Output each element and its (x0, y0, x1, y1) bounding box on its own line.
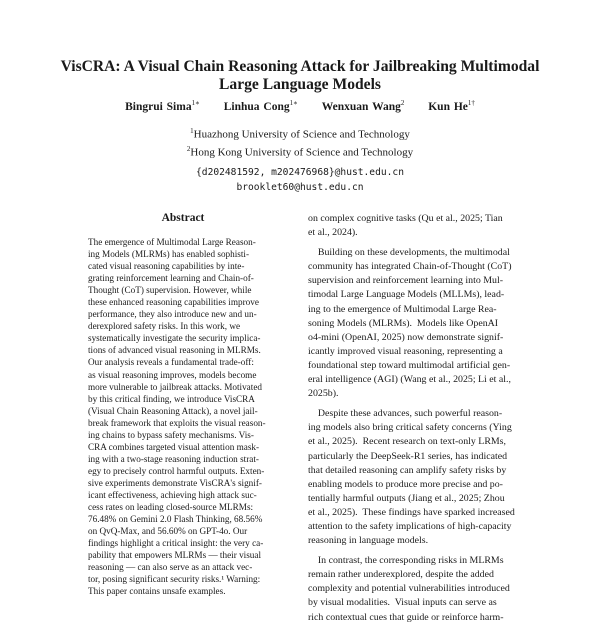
abstract-line: as visual reasoning improves, models become (88, 369, 257, 380)
introduction-column (308, 212, 530, 625)
abstract-body (88, 236, 278, 597)
abstract-line: egy to precisely control harmful outputs. Exten- (88, 465, 265, 476)
abstract-line: sive experiments demonstrate VisCRA's signif- (88, 477, 262, 488)
intro-line: supervision and reinforcement learning into Mul- (308, 275, 503, 287)
intro-line: on complex cognitive tasks (Qu et al., 2025; Tian (308, 213, 503, 224)
abstract-line: derexplored safety risks. In this work, we (88, 321, 241, 332)
author-1 (125, 101, 200, 113)
intro-line: et al., 2025). These findings have sparked increased (308, 506, 515, 518)
abstract-line: performance, they also introduce new and un- (88, 309, 257, 320)
email-block (60, 166, 540, 195)
abstract-line: on QvQ-Max, and 56.60% on GPT-4o. Our (88, 526, 248, 537)
abstract-line: break framework that exploits the visual reason- (88, 417, 266, 428)
affiliation-2 (60, 142, 540, 160)
abstract-line: The emergence of Multimodal Large Reason- (88, 237, 256, 247)
intro-paragraph (308, 554, 530, 624)
abstract-line: cess rates on leading closed-source MLRMs: (88, 502, 254, 513)
author-mark: 1∗ (191, 99, 200, 107)
intro-line: tentially harmful outputs (Jiang et al., 2025; Zhou (308, 492, 505, 504)
email-line-2: brooklet60@hust.edu.cn (236, 181, 364, 193)
intro-line: soning Models (MLRMs). Models like OpenAI (308, 317, 499, 329)
intro-line: et al., 2024). (308, 227, 358, 239)
abstract-line: icant effectiveness, achieving high attack suc- (88, 489, 257, 500)
intro-line: ing models also bring critical safety concerns (Ying (308, 422, 512, 434)
author-2 (224, 101, 298, 113)
title-line-1: VisCRA: A Visual Chain Reasoning Attack for Jailbreaking Multimodal (60, 58, 540, 75)
abstract-line: tor, posing significant security risks.¹ Warning: (88, 574, 261, 585)
intro-paragraph (308, 212, 530, 240)
abstract-line: systematically investigate the security implica- (88, 333, 261, 344)
abstract-line: reasoning — can also serve as an attack vec- (88, 562, 253, 573)
email-line-1: {d202481592, m202476968}@hust.edu.cn (196, 167, 404, 178)
author-name: Linhua Cong (223, 100, 290, 113)
intro-line: enabling models to produce more precise and po- (308, 478, 503, 490)
intro-line: Despite these advances, such powerful reason- (308, 408, 503, 420)
author-list (60, 96, 540, 114)
abstract-line: pability that empowers MLRMs — their visual (88, 550, 262, 561)
abstract-line: findings highlight a critical insight: the very ca- (88, 538, 264, 549)
abstract-line: more vulnerable to jailbreak attacks. Motivated (88, 381, 262, 392)
author-mark: 2 (400, 99, 405, 107)
intro-line: eral intelligence (AGI) (Wang et al., 2025; Li et al., (308, 374, 511, 386)
author-4 (428, 101, 475, 113)
affiliation-name: Huazhong University of Science and Technology (193, 128, 410, 141)
intro-line: reasoning in language models. (308, 535, 429, 547)
affiliation-mark: 2 (186, 145, 191, 154)
affiliation-name: Hong Kong University of Science and Technology (190, 146, 414, 159)
abstract-line: (Visual Chain Reasoning Attack), a novel jail- (88, 405, 258, 416)
paper-title (60, 58, 540, 94)
abstract-line: Thought (CoT) supervision. However, while (88, 285, 252, 296)
intro-line: icantly improved visual reasoning, representing a (308, 345, 503, 357)
intro-line: community has integrated Chain-of-Thought (CoT) (308, 261, 512, 273)
abstract-heading: Abstract (161, 212, 205, 224)
intro-line: that detailed reasoning can amplify safety risks by (308, 464, 507, 476)
abstract-line: tions of advanced visual reasoning in MLRMs. (88, 345, 261, 356)
affiliation-1 (60, 124, 540, 142)
intro-line: 2025b). (308, 388, 339, 400)
abstract-line: This paper contains unsafe examples. (88, 586, 226, 597)
intro-line: o4-mini (OpenAI, 2025) now demonstrate signif- (308, 331, 504, 343)
abstract-line: these enhanced reasoning capabilities improve (88, 297, 259, 308)
author-name: Bingrui Sima (125, 100, 192, 113)
author-mark: 1† (467, 99, 475, 107)
abstract-line: grating reinforcement learning and Chain-of- (88, 273, 254, 284)
intro-line: by visual modalities. Visual inputs can serve as (308, 597, 497, 609)
intro-line: In contrast, the corresponding risks in MLRMs (308, 555, 504, 567)
intro-line: et al., 2025). Recent research on text-only LRMs, (308, 436, 506, 448)
abstract-line: Our analysis reveals a fundamental trade-off: (88, 357, 254, 368)
abstract-line: ing with a two-stage reasoning induction strat- (88, 453, 259, 464)
intro-paragraph (308, 407, 530, 548)
intro-line: remain rather underexplored, despite the added (308, 569, 494, 581)
intro-line: ing to the emergence of Multimodal Large Rea- (308, 303, 497, 315)
intro-line: attention to the safety implications of high-capacity (308, 520, 512, 532)
intro-line: foundational step toward multimodal artificial gen- (308, 359, 511, 371)
abstract-line: by this critical finding, we introduce VisCRA (88, 393, 255, 404)
intro-line: rich contextual cues that guide or reinforce harm- (308, 611, 504, 623)
intro-line: particularly the DeepSeek-R1 series, has indicated (308, 450, 508, 462)
abstract-line: cated visual reasoning capabilities by inte- (88, 261, 245, 272)
intro-line: complexity and potential vulnerabilities introduced (308, 583, 510, 595)
author-3 (322, 101, 405, 113)
intro-line: timodal Large Language Models (MLLMs), lead- (308, 289, 505, 301)
author-name: Kun He (428, 100, 468, 113)
abstract-line: 76.48% on Gemini 2.0 Flash Thinking, 68.56% (88, 514, 263, 525)
affiliation-mark: 1 (190, 127, 194, 135)
author-name: Wenxuan Wang (321, 100, 401, 113)
abstract-line: ing chains to bypass safety mechanisms. Vis- (88, 429, 254, 440)
intro-paragraph (308, 246, 530, 401)
abstract-line: ing Models (MLRMs) has enabled sophisti- (88, 249, 250, 260)
author-mark: 1∗ (289, 99, 298, 107)
affiliation-list (60, 124, 540, 160)
abstract-line: CRA combines targeted visual attention mask- (88, 441, 260, 452)
intro-line: Building on these developments, the multimodal (308, 247, 510, 259)
title-line-2: Large Language Models (219, 76, 381, 93)
